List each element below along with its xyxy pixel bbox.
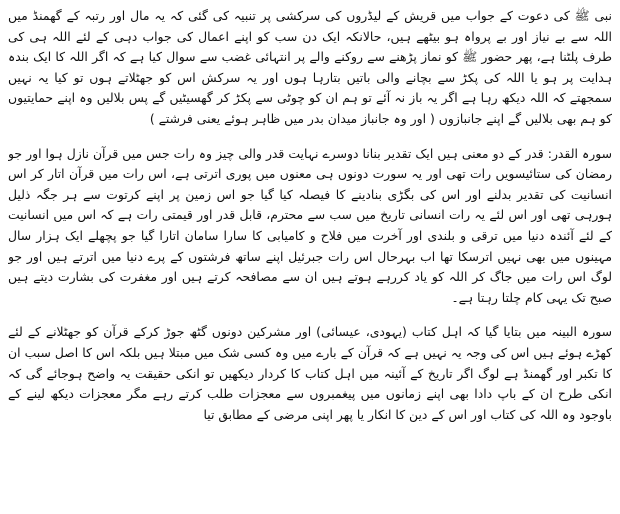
paragraph-surah-bayyinah: سورہ البینہ میں بتایا گیا کہ اہل کتاب (یہودی، عیسائی) اور مشرکین دونوں گٹھ جوڑ کرکے قرآن کو جھٹلانے کے لئے کھڑے ہوئے ہیں اس کی وجہ یہ نہیں ہے کہ قرآن کے بارے میں وہ کسی شک میں مبتلا ہیں بلکہ اس کا اصل سبب ان کا تکبر اور گھمنڈ ہے لوگ اگر تاریخ کے آئینہ میں اہل کتاب کا کردار دیکھیں تو انکی حقیقت یہ واضح ہوجائے گی کہ انکی طرح ان کے باپ دادا بھی اپنے زمانوں میں پیغمبروں سے معجزات طلب کرتے رہے مگر معجزات دیکھ لینے کے باوجود وہ اللہ کی کتاب اور اس کے دین کا انکار یا پھر اپنی مرضی کے مطابق تیا	[8, 324, 612, 422]
document-page	[8, 6, 612, 510]
paragraph-surah-alaq: نبی ﷺ کی دعوت کے جواب میں قریش کے لیڈروں کی سرکشی پر تنبیہ کی گئی کہ یہ مال اور رتبہ کے گھمنڈ میں اللہ سے بے نیاز اور بے پرواہ ہو بیٹھے ہیں، حالانکہ ایک دن سب کو اپنے اعمال کی جواب دہی کے لئے اللہ ہی کی طرف پلٹنا ہے، پھر حضور ﷺ کو نماز پڑھنے سے روکنے والے پر انتہائی غضب سے سوال کیا ہے کہ اگر اللہ کا ایک بندہ ہدایت پر ہو یا اللہ کی پکڑ سے بچانے والی باتیں بتارہا ہوں اور یہ سرکش اس کو جھٹلاتے ہوں تو کیا یہ نہیں سمجھتے کہ اللہ دیکھ رہا ہے اگر یہ باز نہ آئے تو ہم ان کو چوٹی سے پکڑ کر گھسیٹیں گے پس بلالیں وہ اپنے حمایتیوں کو ہم بھی بلالیں گے اپنے جانبازوں ( اور وہ جانباز میدان بدر میں ظاہر ہوئے یعنی فرشتے )	[8, 8, 612, 126]
paragraph-surah-qadr: سورہ القدر: قدر کے دو معنی ہیں ایک تقدیر بنانا دوسرے نہایت قدر والی چیز وہ رات جس میں قرآن نازل ہوا اور جو رمضان کی ستائیسویں رات تھی اور یہ سورت دونوں ہی معنوں میں پوری اترتی ہے، اس رات میں قرآن اتار کر اس انسانیت کی تقدیر بدلنے اور اس کی بگڑی بنادینے کا فیصلہ کیا گیا جو اس زمین پر اپنے کرتوت سے ہر جگہ ذلیل ہورہی تھی اور اس لئے یہ رات انسانی تاریخ میں سب سے محترم، قابل قدر اور قیمتی رات ہے کہ اس میں انسانیت کے لئے آئندہ دنیا میں ترقی و بلندی اور آخرت میں فلاح و کامیابی کا سارا سامان اتارا گیا جو پچھلے ایک ہزار سال مہینوں میں بھی نہیں اترسکا تھا اب بہرحال اس رات جبرئیل اپنے ساتھ فرشتوں کے پرے دنیا میں اترتے ہیں اور جو لوگ اس رات میں جاگ کر اللہ کو یاد کررہے ہوتے ہیں ان سے مصافحہ کرتے ہیں اور مغفرت کی بشارت دیتے ہیں صبح تک یہی کام چلتا رہتا ہے۔	[8, 145, 612, 305]
